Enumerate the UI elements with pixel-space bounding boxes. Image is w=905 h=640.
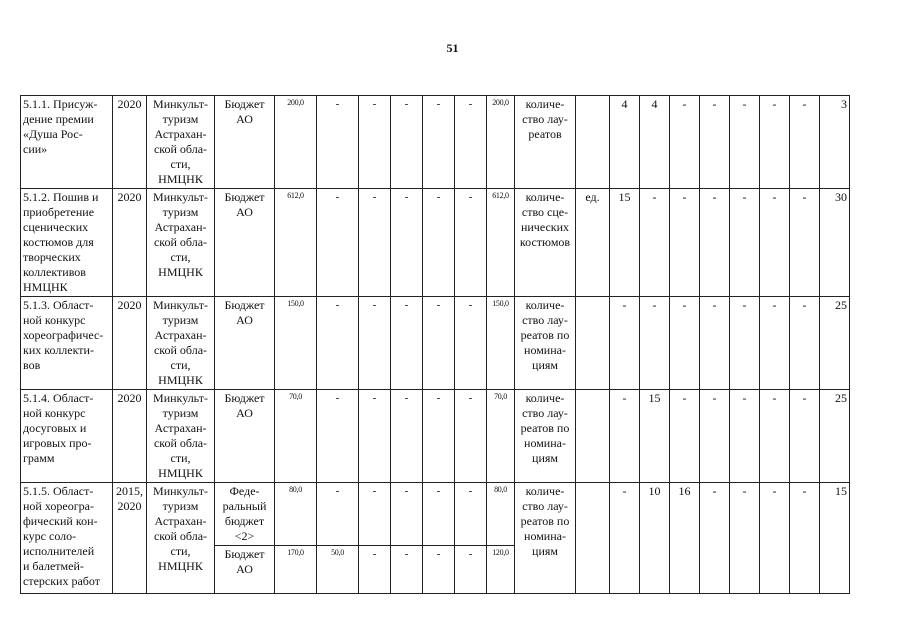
funding-total-text: 200,0 bbox=[287, 98, 304, 107]
measure-year-text: 2020 bbox=[117, 298, 142, 312]
measure-name bbox=[21, 189, 113, 297]
indicator-value-text: - bbox=[712, 484, 717, 498]
indicator-value-text: - bbox=[682, 391, 687, 405]
funding-year-value bbox=[423, 483, 455, 546]
funding-total-text: 150,0 bbox=[287, 299, 304, 308]
measure-year-text: 2020 bbox=[117, 391, 142, 405]
indicator-value-text: - bbox=[742, 190, 747, 204]
table-row bbox=[21, 390, 850, 483]
indicator-value-text: - bbox=[802, 484, 807, 498]
indicator-value-text: - bbox=[682, 190, 687, 204]
funding-total-text: 80,0 bbox=[289, 485, 302, 494]
funding-total bbox=[275, 189, 317, 297]
indicator-value bbox=[640, 96, 670, 189]
indicator-value bbox=[760, 390, 790, 483]
funding-year-value-text: - bbox=[436, 191, 441, 203]
funding-source bbox=[215, 390, 275, 483]
indicator-value bbox=[760, 297, 790, 390]
measure-executor bbox=[147, 189, 215, 297]
funding-source-text: Бюджет АО bbox=[224, 97, 265, 126]
funding-year-value bbox=[423, 189, 455, 297]
indicator-value-text: - bbox=[622, 484, 627, 498]
indicator-value bbox=[790, 297, 820, 390]
indicator-value-text: 16 bbox=[678, 484, 691, 498]
funding-year-value-text: - bbox=[404, 548, 409, 560]
indicator-value-text: 30 bbox=[835, 190, 847, 204]
funding-year-value-text: 150,0 bbox=[492, 299, 509, 308]
funding-year-value bbox=[487, 189, 515, 297]
funding-year-value bbox=[423, 546, 455, 594]
indicator-value bbox=[640, 390, 670, 483]
funding-year-value bbox=[359, 297, 391, 390]
indicator-name-text: количе- ство сце- нических костюмов bbox=[519, 190, 571, 249]
indicator-value bbox=[760, 96, 790, 189]
indicator-value bbox=[760, 189, 790, 297]
funding-year-value-text: - bbox=[335, 191, 340, 203]
measure-name bbox=[21, 96, 113, 189]
indicator-value bbox=[790, 483, 820, 594]
indicator-name-text: количе- ство лау- реатов bbox=[522, 97, 568, 141]
funding-year-value bbox=[455, 483, 487, 546]
indicator-value bbox=[700, 189, 730, 297]
measure-executor bbox=[147, 390, 215, 483]
indicator-value-text: 4 bbox=[621, 97, 628, 111]
funding-year-value-text: - bbox=[335, 299, 340, 311]
funding-year-value-text: - bbox=[468, 548, 473, 560]
indicator-value bbox=[610, 297, 640, 390]
funding-source bbox=[215, 483, 275, 546]
indicator-value bbox=[820, 189, 850, 297]
indicator-value bbox=[730, 390, 760, 483]
funding-year-value-text: - bbox=[468, 191, 473, 203]
funding-source-text: Бюджет АО bbox=[224, 298, 265, 327]
funding-year-value bbox=[317, 189, 359, 297]
funding-year-value bbox=[391, 189, 423, 297]
indicator-value-text: - bbox=[622, 298, 627, 312]
indicator-value bbox=[730, 483, 760, 594]
indicator-name-text: количе- ство лау- реатов по номина- циям bbox=[520, 484, 570, 558]
funding-source bbox=[215, 96, 275, 189]
indicator-value bbox=[640, 483, 670, 594]
funding-year-value bbox=[359, 390, 391, 483]
funding-year-value-text: - bbox=[335, 485, 340, 497]
indicator-name bbox=[515, 96, 576, 189]
indicator-value bbox=[820, 483, 850, 594]
funding-year-value-text: - bbox=[468, 392, 473, 404]
funding-year-value-text: - bbox=[404, 98, 409, 110]
indicator-value bbox=[820, 297, 850, 390]
table-row bbox=[21, 189, 850, 297]
funding-year-value bbox=[317, 96, 359, 189]
indicator-value bbox=[730, 297, 760, 390]
funding-year-value-text: - bbox=[404, 191, 409, 203]
indicator-unit bbox=[576, 297, 610, 390]
funding-year-value bbox=[359, 483, 391, 546]
indicator-value-text: - bbox=[742, 298, 747, 312]
table-row bbox=[21, 96, 850, 189]
indicator-value bbox=[790, 96, 820, 189]
measure-executor bbox=[147, 297, 215, 390]
funding-source-text: Бюджет АО bbox=[224, 391, 265, 420]
funding-year-value bbox=[317, 390, 359, 483]
measure-name bbox=[21, 483, 113, 594]
indicator-value-text: 25 bbox=[835, 298, 847, 312]
funding-year-value bbox=[487, 390, 515, 483]
funding-year-value-text: - bbox=[372, 98, 377, 110]
indicator-value bbox=[700, 390, 730, 483]
funding-year-value bbox=[487, 96, 515, 189]
indicator-unit bbox=[576, 390, 610, 483]
indicator-value bbox=[790, 390, 820, 483]
measure-name bbox=[21, 390, 113, 483]
indicator-unit bbox=[576, 96, 610, 189]
funding-source bbox=[215, 546, 275, 594]
funding-year-value-text: - bbox=[436, 299, 441, 311]
funding-total bbox=[275, 390, 317, 483]
indicator-value-text: - bbox=[802, 391, 807, 405]
measure-name-text: 5.1.5. Област- ной хореогра- фический кон- курс соло- исполнителей и балетмей- стерских работ bbox=[23, 484, 100, 588]
measure-executor-text: Минкульт- туризм Астрахан- ской обла- сти, НМЦНК bbox=[153, 484, 208, 573]
indicator-name bbox=[515, 483, 576, 594]
funding-year-value-text: - bbox=[372, 548, 377, 560]
measure-executor-text: Минкульт- туризм Астрахан- ской обла- сти, НМЦНК bbox=[153, 97, 208, 186]
funding-year-value-text: - bbox=[372, 485, 377, 497]
funding-source bbox=[215, 297, 275, 390]
indicator-name bbox=[515, 390, 576, 483]
funding-year-value-text: - bbox=[335, 392, 340, 404]
indicator-value bbox=[700, 297, 730, 390]
measure-year bbox=[113, 297, 147, 390]
funding-year-value-text: 200,0 bbox=[492, 98, 509, 107]
measure-executor-text: Минкульт- туризм Астрахан- ской обла- сти, НМЦНК bbox=[153, 190, 208, 279]
indicator-value bbox=[670, 390, 700, 483]
indicator-value-text: 15 bbox=[648, 391, 661, 405]
indicator-value bbox=[760, 483, 790, 594]
indicator-value bbox=[640, 297, 670, 390]
funding-year-value bbox=[487, 546, 515, 594]
indicator-value bbox=[790, 189, 820, 297]
funding-year-value bbox=[359, 189, 391, 297]
funding-year-value bbox=[317, 483, 359, 546]
indicator-value-text: - bbox=[712, 391, 717, 405]
indicator-value-text: 25 bbox=[835, 391, 847, 405]
funding-year-value bbox=[391, 546, 423, 594]
table-row bbox=[21, 483, 850, 546]
funding-year-value-text: - bbox=[372, 299, 377, 311]
indicator-value-text: - bbox=[712, 298, 717, 312]
funding-year-value bbox=[423, 297, 455, 390]
funding-year-value-text: - bbox=[436, 98, 441, 110]
funding-total bbox=[275, 297, 317, 390]
measure-executor bbox=[147, 483, 215, 594]
funding-year-value bbox=[455, 96, 487, 189]
funding-year-value bbox=[391, 390, 423, 483]
funding-year-value bbox=[487, 483, 515, 546]
funding-year-value bbox=[317, 297, 359, 390]
funding-total-text: 170,0 bbox=[287, 548, 304, 557]
indicator-value-text: - bbox=[742, 391, 747, 405]
funding-year-value-text: 612,0 bbox=[492, 191, 509, 200]
funding-source-text: Феде- ральный бюджет <2> bbox=[222, 484, 267, 543]
funding-year-value bbox=[317, 546, 359, 594]
indicator-value-text: - bbox=[802, 97, 807, 111]
funding-year-value bbox=[391, 297, 423, 390]
funding-year-value-text: - bbox=[404, 392, 409, 404]
funding-year-value bbox=[455, 546, 487, 594]
funding-source bbox=[215, 189, 275, 297]
indicator-value-text: - bbox=[802, 190, 807, 204]
funding-year-value bbox=[359, 96, 391, 189]
measure-year-text: 2020 bbox=[117, 97, 142, 111]
funding-total-text: 70,0 bbox=[289, 392, 302, 401]
funding-year-value-text: 70,0 bbox=[494, 392, 507, 401]
funding-year-value bbox=[391, 96, 423, 189]
indicator-value-text: - bbox=[652, 298, 657, 312]
indicator-name bbox=[515, 297, 576, 390]
indicator-value-text: 15 bbox=[835, 484, 847, 498]
funding-year-value-text: - bbox=[372, 191, 377, 203]
indicator-value bbox=[820, 96, 850, 189]
funding-total bbox=[275, 546, 317, 594]
measure-year bbox=[113, 96, 147, 189]
indicator-value-text: - bbox=[742, 97, 747, 111]
indicator-value bbox=[610, 189, 640, 297]
measure-year bbox=[113, 390, 147, 483]
indicator-value bbox=[670, 189, 700, 297]
program-measures-table bbox=[20, 95, 850, 594]
measure-name-text: 5.1.1. Присуж- дение премии «Душа Рос- сии» bbox=[23, 97, 98, 156]
measure-year bbox=[113, 483, 147, 594]
funding-total-text: 612,0 bbox=[287, 191, 304, 200]
funding-year-value-text: - bbox=[436, 392, 441, 404]
measure-executor bbox=[147, 96, 215, 189]
funding-total bbox=[275, 96, 317, 189]
funding-year-value-text: 50,0 bbox=[331, 548, 344, 557]
funding-year-value-text: - bbox=[404, 485, 409, 497]
indicator-value bbox=[670, 297, 700, 390]
indicator-value bbox=[730, 96, 760, 189]
indicator-value bbox=[820, 390, 850, 483]
funding-year-value bbox=[423, 96, 455, 189]
indicator-value-text: - bbox=[712, 97, 717, 111]
funding-year-value-text: - bbox=[468, 98, 473, 110]
indicator-value bbox=[700, 96, 730, 189]
indicator-unit bbox=[576, 483, 610, 594]
indicator-name-text: количе- ство лау- реатов по номина- циям bbox=[520, 391, 570, 465]
page-number: 51 bbox=[446, 41, 459, 55]
measure-name-text: 5.1.2. Пошив и приобретение сценических костюмов для творческих коллективов НМЦНК bbox=[23, 190, 99, 294]
funding-year-value-text: 120,0 bbox=[492, 548, 509, 557]
indicator-value-text: 10 bbox=[648, 484, 661, 498]
indicator-value-text: - bbox=[622, 391, 627, 405]
indicator-value-text: - bbox=[772, 190, 777, 204]
funding-year-value-text: - bbox=[404, 299, 409, 311]
funding-year-value bbox=[455, 297, 487, 390]
measure-name-text: 5.1.3. Област- ной конкурс хореографичес- ких коллекти- вов bbox=[23, 298, 104, 372]
indicator-unit-text: ед. bbox=[585, 190, 600, 204]
funding-year-value bbox=[487, 297, 515, 390]
funding-year-value bbox=[423, 390, 455, 483]
funding-year-value-text: - bbox=[468, 485, 473, 497]
measure-name-text: 5.1.4. Област- ной конкурс досуговых и игровых про- грамм bbox=[23, 391, 94, 465]
funding-year-value-text: - bbox=[436, 548, 441, 560]
funding-source-text: Бюджет АО bbox=[224, 190, 265, 219]
indicator-value bbox=[640, 189, 670, 297]
indicator-value-text: - bbox=[802, 298, 807, 312]
table-row bbox=[21, 297, 850, 390]
funding-year-value bbox=[455, 189, 487, 297]
funding-year-value bbox=[359, 546, 391, 594]
indicator-value-text: - bbox=[742, 484, 747, 498]
indicator-value-text: - bbox=[772, 97, 777, 111]
indicator-value bbox=[670, 96, 700, 189]
indicator-value-text: 3 bbox=[841, 97, 847, 111]
indicator-value-text: - bbox=[772, 298, 777, 312]
indicator-value-text: 15 bbox=[618, 190, 631, 204]
indicator-value-text: - bbox=[772, 484, 777, 498]
funding-year-value bbox=[455, 390, 487, 483]
measure-year-text: 2015, 2020 bbox=[116, 484, 143, 513]
indicator-unit bbox=[576, 189, 610, 297]
indicator-value bbox=[670, 483, 700, 594]
measure-year bbox=[113, 189, 147, 297]
measure-executor-text: Минкульт- туризм Астрахан- ской обла- сти, НМЦНК bbox=[153, 391, 208, 480]
funding-source-text: Бюджет АО bbox=[224, 547, 265, 576]
indicator-value-text: - bbox=[682, 298, 687, 312]
measure-year-text: 2020 bbox=[117, 190, 142, 204]
indicator-value bbox=[700, 483, 730, 594]
indicator-name bbox=[515, 189, 576, 297]
indicator-value-text: - bbox=[712, 190, 717, 204]
indicator-value-text: - bbox=[682, 97, 687, 111]
indicator-value bbox=[610, 96, 640, 189]
funding-year-value-text: - bbox=[468, 299, 473, 311]
funding-total bbox=[275, 483, 317, 546]
indicator-name-text: количе- ство лау- реатов по номина- циям bbox=[520, 298, 570, 372]
indicator-value-text: 4 bbox=[651, 97, 658, 111]
funding-year-value-text: - bbox=[436, 485, 441, 497]
indicator-value-text: - bbox=[652, 190, 657, 204]
indicator-value bbox=[730, 189, 760, 297]
measure-name bbox=[21, 297, 113, 390]
funding-year-value bbox=[391, 483, 423, 546]
funding-year-value-text: - bbox=[372, 392, 377, 404]
measure-executor-text: Минкульт- туризм Астрахан- ской обла- сти, НМЦНК bbox=[153, 298, 208, 387]
indicator-value bbox=[610, 390, 640, 483]
indicator-value-text: - bbox=[772, 391, 777, 405]
funding-year-value-text: - bbox=[335, 98, 340, 110]
indicator-value bbox=[610, 483, 640, 594]
funding-year-value-text: 80,0 bbox=[494, 485, 507, 494]
